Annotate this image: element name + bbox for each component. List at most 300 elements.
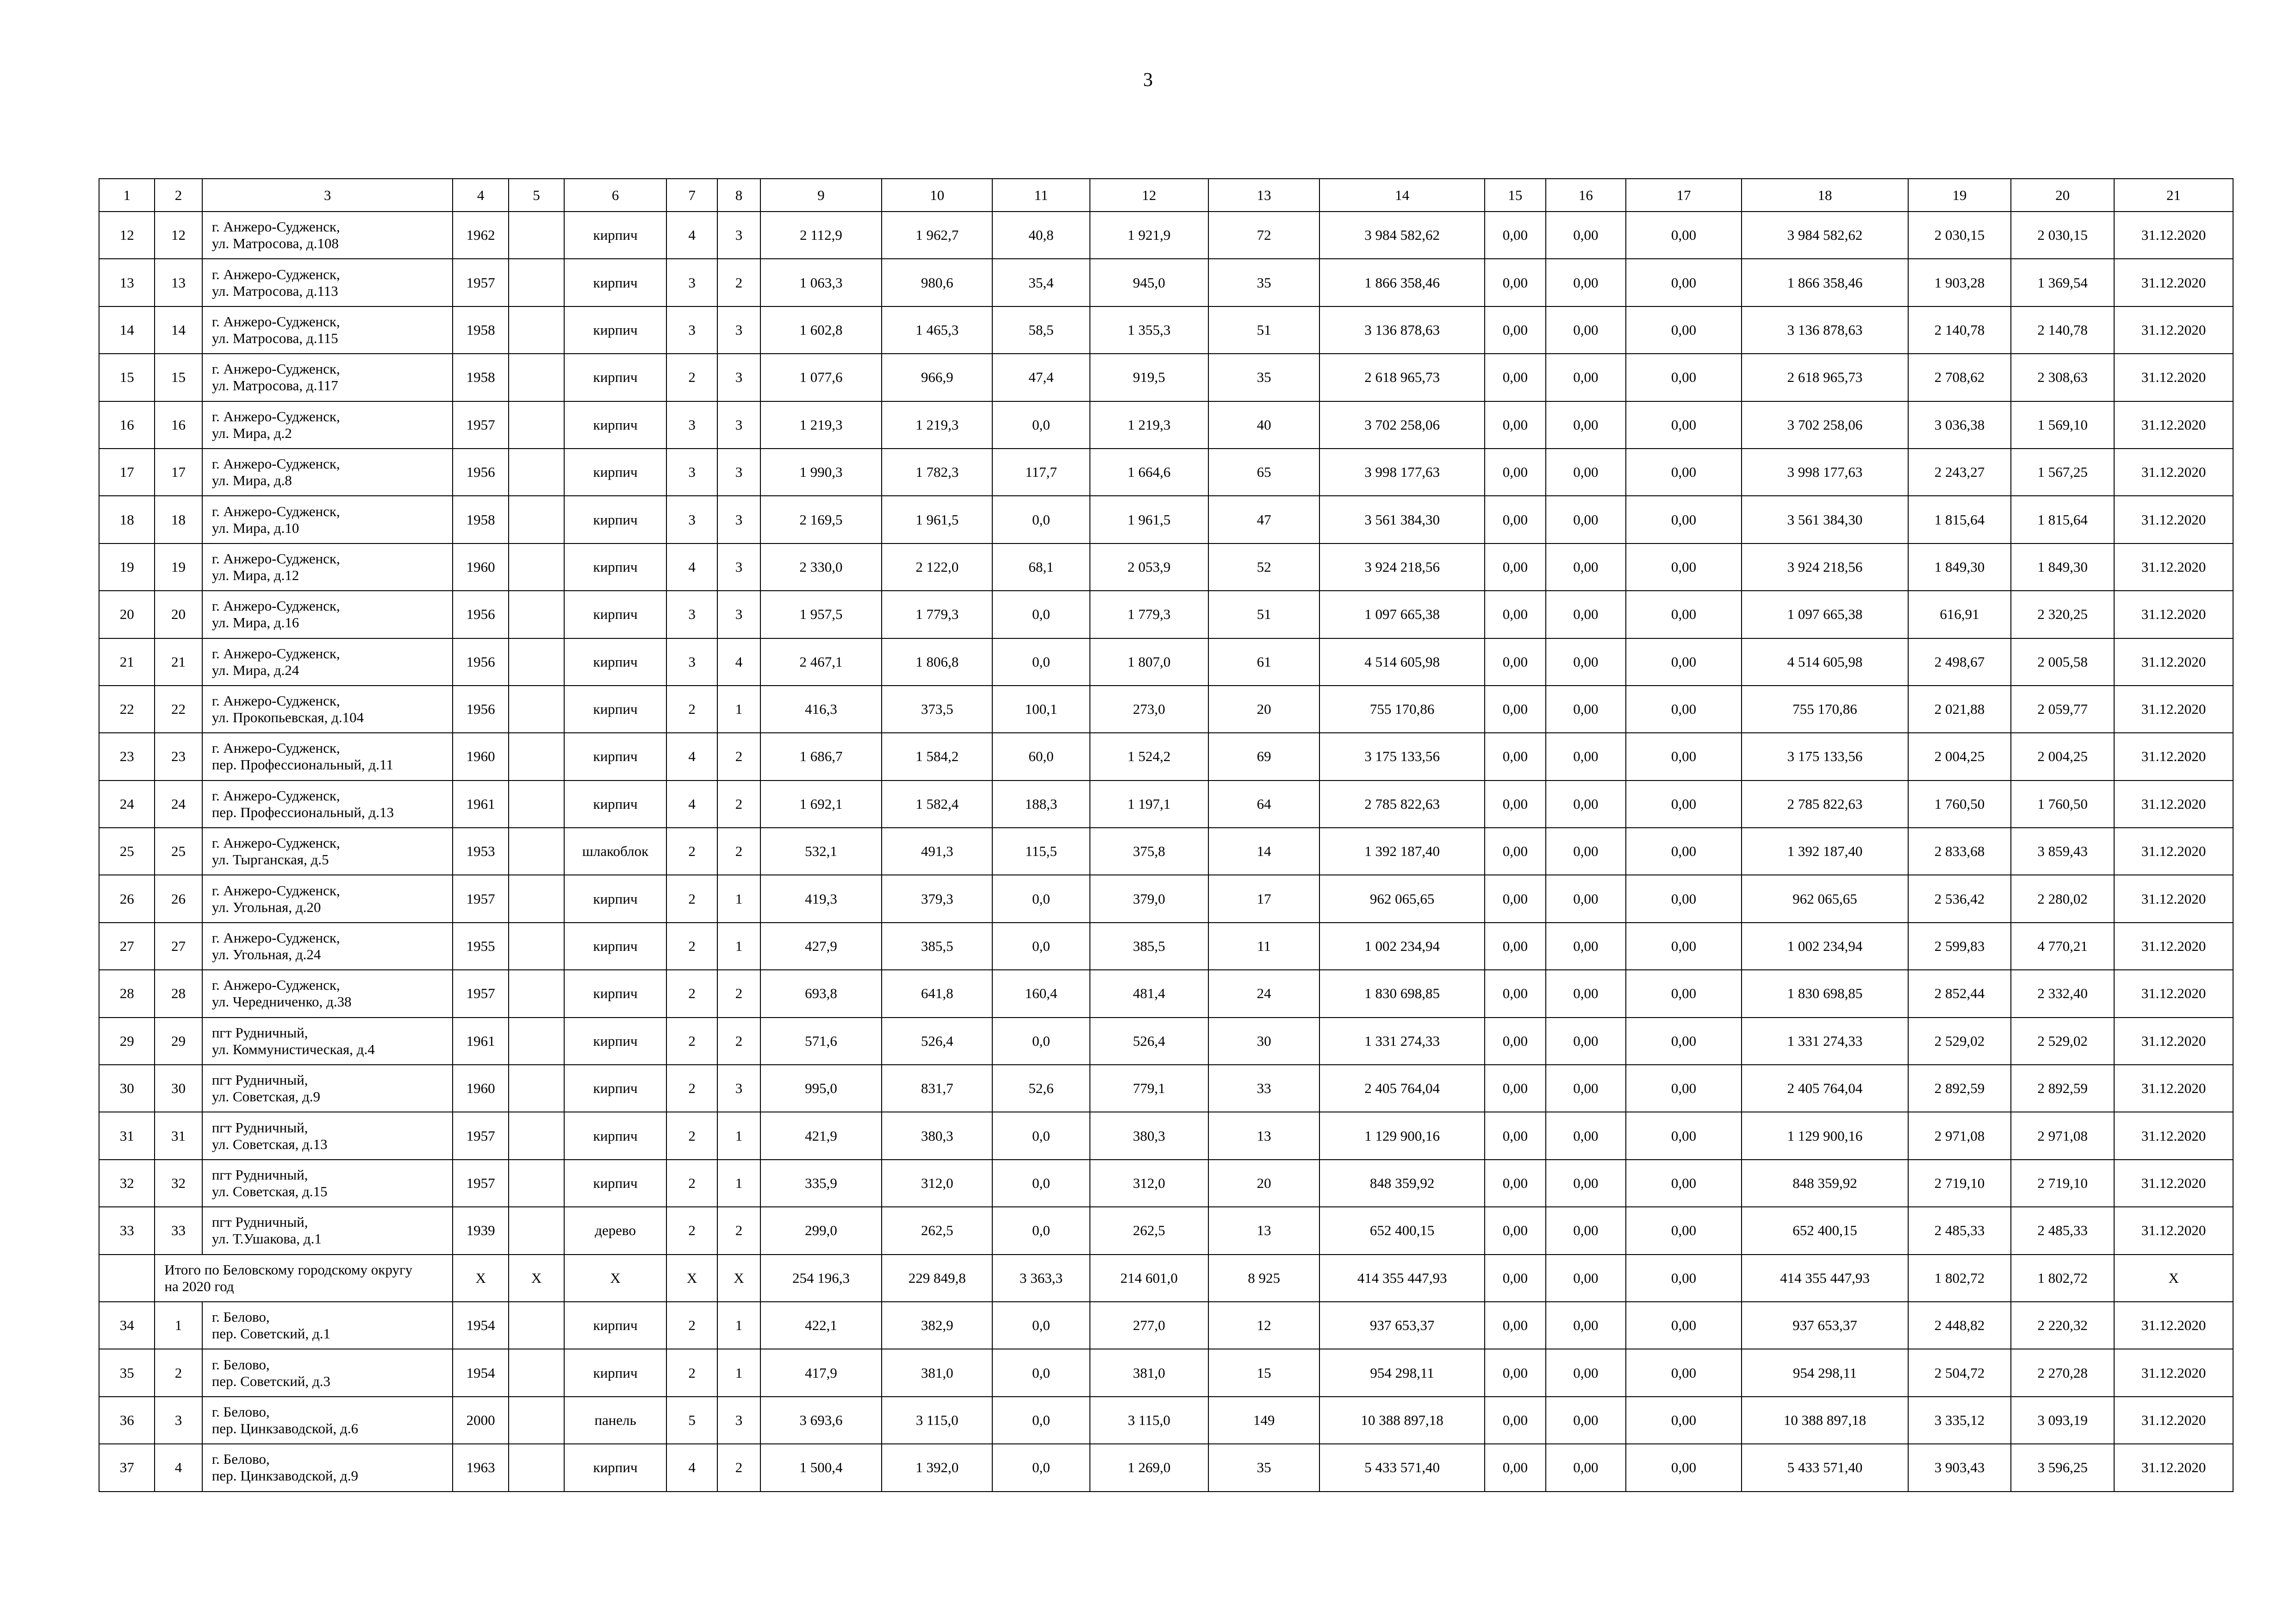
address-line: ул. Советская, д.9 [212, 1088, 321, 1105]
cell-col-8: 3 [717, 543, 760, 591]
cell-col-20: 1 569,10 [2011, 401, 2114, 449]
cell-col-9: 2 112,9 [760, 212, 882, 259]
sub-number-cell: 16 [155, 401, 202, 449]
cell-col-12: 1 524,2 [1090, 733, 1208, 780]
cell-col-7: 2 [666, 1302, 717, 1349]
cell-col-19: 3 903,43 [1908, 1444, 2011, 1491]
address-cell [202, 1397, 453, 1444]
table-row [99, 638, 2233, 686]
cell-col-8: 4 [717, 638, 760, 686]
cell-col-21: 31.12.2020 [2114, 496, 2233, 543]
cell-col-11: 0,0 [992, 1397, 1090, 1444]
cell-col-17: 0,00 [1626, 1112, 1742, 1159]
address-line: г. Анжеро-Судженск, [212, 550, 340, 567]
sub-number-cell: 17 [155, 449, 202, 496]
cell-col-7: 3 [666, 306, 717, 354]
cell-col-21: 31.12.2020 [2114, 923, 2233, 970]
cell-col-8: 3 [717, 212, 760, 259]
column-header-5: 5 [509, 179, 564, 212]
cell-col-13: 64 [1208, 781, 1320, 828]
cell-col-21: 31.12.2020 [2114, 828, 2233, 875]
cell-col-18: 1 097 665,38 [1742, 591, 1908, 638]
cell-col-4: 1954 [453, 1349, 508, 1396]
cell-col-5 [509, 1160, 564, 1207]
cell-col-19: 616,91 [1908, 591, 2011, 638]
address-cell [202, 733, 453, 780]
column-header-6: 6 [564, 179, 666, 212]
cell-col-15: 0,00 [1485, 1397, 1546, 1444]
cell-col-12: 380,3 [1090, 1112, 1208, 1159]
cell-col-16: 0,00 [1546, 1397, 1626, 1444]
cell-col-6: кирпич [564, 733, 666, 780]
cell-col-6: кирпич [564, 401, 666, 449]
cell-col-11: 3 363,3 [992, 1255, 1090, 1302]
cell-col-15: 0,00 [1485, 1444, 1546, 1491]
cell-col-7: 3 [666, 259, 717, 306]
cell-col-11: 0,0 [992, 1444, 1090, 1491]
cell-col-21: 31.12.2020 [2114, 543, 2233, 591]
cell-col-8: 2 [717, 781, 760, 828]
cell-col-4: 1956 [453, 638, 508, 686]
cell-col-14: 755 170,86 [1319, 686, 1484, 733]
cell-col-21: 31.12.2020 [2114, 591, 2233, 638]
cell-col-19: 2 892,59 [1908, 1065, 2011, 1112]
cell-col-7: 4 [666, 543, 717, 591]
table-row [99, 1302, 2233, 1349]
cell-col-21: 31.12.2020 [2114, 733, 2233, 780]
cell-col-16: 0,00 [1546, 875, 1626, 922]
cell-col-11: 40,8 [992, 212, 1090, 259]
cell-col-5 [509, 686, 564, 733]
address-line: г. Анжеро-Судженск, [212, 219, 340, 235]
address-line: ул. Матросова, д.108 [212, 235, 339, 252]
cell-col-21: 31.12.2020 [2114, 1018, 2233, 1065]
cell-col-5 [509, 306, 564, 354]
row-number-cell: 37 [99, 1444, 155, 1491]
cell-col-6: кирпич [564, 970, 666, 1017]
row-number-cell: 24 [99, 781, 155, 828]
cell-col-8: 2 [717, 970, 760, 1017]
address-line: г. Анжеро-Судженск, [212, 835, 340, 851]
cell-col-20: 2 005,58 [2011, 638, 2114, 686]
cell-col-17: 0,00 [1626, 354, 1742, 401]
address-line: г. Анжеро-Судженск, [212, 977, 340, 993]
address-line: ул. Чередниченко, д.38 [212, 993, 352, 1010]
cell-col-14: 2 785 822,63 [1319, 781, 1484, 828]
cell-col-6: кирпич [564, 1302, 666, 1349]
cell-col-8: 3 [717, 449, 760, 496]
address-cell [202, 1065, 453, 1112]
cell-col-4: 1957 [453, 1160, 508, 1207]
cell-col-6: кирпич [564, 1018, 666, 1065]
cell-col-18: 3 924 218,56 [1742, 543, 1908, 591]
row-number-cell: 26 [99, 875, 155, 922]
cell-col-5 [509, 496, 564, 543]
cell-col-10: 380,3 [882, 1112, 992, 1159]
sub-number-cell: 23 [155, 733, 202, 780]
cell-col-19: 1 903,28 [1908, 259, 2011, 306]
cell-col-17: 0,00 [1626, 1444, 1742, 1491]
table-row [99, 1160, 2233, 1207]
row-number-cell: 12 [99, 212, 155, 259]
sub-number-cell: 29 [155, 1018, 202, 1065]
cell-col-14: 652 400,15 [1319, 1207, 1484, 1254]
row-number-cell: 36 [99, 1397, 155, 1444]
cell-col-6: шлакоблок [564, 828, 666, 875]
cell-col-4: 1961 [453, 781, 508, 828]
cell-col-11: 58,5 [992, 306, 1090, 354]
cell-col-9: 693,8 [760, 970, 882, 1017]
cell-col-11: 0,0 [992, 1112, 1090, 1159]
cell-col-9: 416,3 [760, 686, 882, 733]
cell-col-19: 3 036,38 [1908, 401, 2011, 449]
table-row [99, 923, 2233, 970]
cell-col-18: 5 433 571,40 [1742, 1444, 1908, 1491]
cell-col-18: 1 866 358,46 [1742, 259, 1908, 306]
cell-col-9: 299,0 [760, 1207, 882, 1254]
cell-col-5 [509, 828, 564, 875]
cell-col-20: 2 892,59 [2011, 1065, 2114, 1112]
cell-col-21: 31.12.2020 [2114, 1349, 2233, 1396]
address-line: пгт Рудничный, [212, 1072, 308, 1088]
cell-col-18: 3 561 384,30 [1742, 496, 1908, 543]
address-line: пер. Советский, д.3 [212, 1373, 330, 1389]
column-header-1: 1 [99, 179, 155, 212]
cell-col-4: 1954 [453, 1302, 508, 1349]
cell-col-10: 1 392,0 [882, 1444, 992, 1491]
address-line: пер. Профессиональный, д.11 [212, 756, 393, 773]
cell-col-15: 0,00 [1485, 828, 1546, 875]
cell-col-7: 3 [666, 401, 717, 449]
row-number-cell [99, 1255, 155, 1302]
cell-col-19: 2 243,27 [1908, 449, 2011, 496]
cell-col-11: 117,7 [992, 449, 1090, 496]
cell-col-10: 1 219,3 [882, 401, 992, 449]
cell-col-12: 945,0 [1090, 259, 1208, 306]
cell-col-9: 3 693,6 [760, 1397, 882, 1444]
address-line: ул. Мира, д.8 [212, 472, 292, 489]
cell-col-17: 0,00 [1626, 1207, 1742, 1254]
cell-col-14: 2 405 764,04 [1319, 1065, 1484, 1112]
cell-col-10: 1 582,4 [882, 781, 992, 828]
cell-col-10: 379,3 [882, 875, 992, 922]
cell-col-21: 31.12.2020 [2114, 1065, 2233, 1112]
cell-col-19: 2 498,67 [1908, 638, 2011, 686]
cell-col-11: 188,3 [992, 781, 1090, 828]
cell-col-20: 2 971,08 [2011, 1112, 2114, 1159]
cell-col-11: 0,0 [992, 1302, 1090, 1349]
cell-col-13: 20 [1208, 1160, 1320, 1207]
address-line: ул. Мира, д.10 [212, 519, 299, 536]
cell-col-11: 0,0 [992, 1349, 1090, 1396]
cell-col-16: 0,00 [1546, 1018, 1626, 1065]
cell-col-5 [509, 591, 564, 638]
cell-col-15: 0,00 [1485, 354, 1546, 401]
sub-number-cell: 22 [155, 686, 202, 733]
cell-col-8: 3 [717, 306, 760, 354]
address-cell [202, 259, 453, 306]
cell-col-13: 52 [1208, 543, 1320, 591]
cell-col-13: 35 [1208, 1444, 1320, 1491]
address-cell [202, 923, 453, 970]
cell-col-10: 1 782,3 [882, 449, 992, 496]
cell-col-8: 3 [717, 1397, 760, 1444]
cell-col-6: кирпич [564, 496, 666, 543]
sub-number-cell: 26 [155, 875, 202, 922]
cell-col-4: 1957 [453, 970, 508, 1017]
cell-col-6: кирпич [564, 638, 666, 686]
total-row [99, 1255, 2233, 1302]
cell-col-14: 3 702 258,06 [1319, 401, 1484, 449]
cell-col-11: 160,4 [992, 970, 1090, 1017]
cell-col-12: 1 779,3 [1090, 591, 1208, 638]
address-line: г. Анжеро-Судженск, [212, 693, 340, 709]
cell-col-8: 1 [717, 1160, 760, 1207]
cell-col-10: 1 779,3 [882, 591, 992, 638]
cell-col-18: 1 830 698,85 [1742, 970, 1908, 1017]
cell-col-13: 12 [1208, 1302, 1320, 1349]
cell-col-21: 31.12.2020 [2114, 1160, 2233, 1207]
cell-col-8: 2 [717, 1018, 760, 1065]
cell-col-20: 1 760,50 [2011, 781, 2114, 828]
cell-col-19: 2 448,82 [1908, 1302, 2011, 1349]
cell-col-12: 1 921,9 [1090, 212, 1208, 259]
cell-col-11: 0,0 [992, 1207, 1090, 1254]
address-line: ул. Советская, д.15 [212, 1183, 328, 1199]
cell-col-5 [509, 970, 564, 1017]
cell-col-14: 2 618 965,73 [1319, 354, 1484, 401]
table-row [99, 1397, 2233, 1444]
cell-col-19: 3 335,12 [1908, 1397, 2011, 1444]
address-line: ул. Матросова, д.117 [212, 377, 338, 394]
cell-col-12: 262,5 [1090, 1207, 1208, 1254]
address-line: г. Белово, [212, 1356, 270, 1373]
row-number-cell: 31 [99, 1112, 155, 1159]
address-cell [202, 1207, 453, 1254]
cell-col-17: 0,00 [1626, 828, 1742, 875]
total-label-line: на 2020 год [164, 1278, 234, 1294]
column-header-11: 11 [992, 179, 1090, 212]
cell-col-9: 417,9 [760, 1349, 882, 1396]
address-line: пгт Рудничный, [212, 1119, 308, 1136]
table-row [99, 543, 2233, 591]
cell-col-10: 641,8 [882, 970, 992, 1017]
cell-col-15: 0,00 [1485, 781, 1546, 828]
cell-col-5 [509, 212, 564, 259]
row-number-cell: 17 [99, 449, 155, 496]
cell-col-10: 1 962,7 [882, 212, 992, 259]
cell-col-12: 1 961,5 [1090, 496, 1208, 543]
cell-col-10: 1 465,3 [882, 306, 992, 354]
cell-col-4: 1960 [453, 543, 508, 591]
cell-col-10: 2 122,0 [882, 543, 992, 591]
cell-col-17: 0,00 [1626, 638, 1742, 686]
cell-col-4: 1956 [453, 686, 508, 733]
cell-col-13: 35 [1208, 259, 1320, 306]
address-cell [202, 1160, 453, 1207]
cell-col-21: 31.12.2020 [2114, 686, 2233, 733]
address-line: г. Анжеро-Судженск, [212, 361, 340, 377]
cell-col-7: 4 [666, 781, 717, 828]
cell-col-14: 954 298,11 [1319, 1349, 1484, 1396]
cell-col-9: 1 692,1 [760, 781, 882, 828]
cell-col-20: 1 802,72 [2011, 1255, 2114, 1302]
cell-col-13: 13 [1208, 1112, 1320, 1159]
cell-col-15: 0,00 [1485, 1065, 1546, 1112]
cell-col-18: 3 136 878,63 [1742, 306, 1908, 354]
column-header-18: 18 [1742, 179, 1908, 212]
address-cell [202, 496, 453, 543]
cell-col-4: X [453, 1255, 508, 1302]
sub-number-cell: 21 [155, 638, 202, 686]
cell-col-7: 4 [666, 733, 717, 780]
cell-col-20: 1 369,54 [2011, 259, 2114, 306]
cell-col-9: 421,9 [760, 1112, 882, 1159]
cell-col-20: 3 093,19 [2011, 1397, 2114, 1444]
cell-col-15: 0,00 [1485, 259, 1546, 306]
cell-col-10: 382,9 [882, 1302, 992, 1349]
cell-col-17: 0,00 [1626, 1397, 1742, 1444]
address-line: г. Белово, [212, 1451, 270, 1468]
cell-col-16: 0,00 [1546, 1207, 1626, 1254]
cell-col-15: 0,00 [1485, 1349, 1546, 1396]
cell-col-8: 3 [717, 354, 760, 401]
cell-col-8: X [717, 1255, 760, 1302]
cell-col-7: 2 [666, 1018, 717, 1065]
cell-col-14: 937 653,37 [1319, 1302, 1484, 1349]
table-row [99, 1065, 2233, 1112]
cell-col-21: 31.12.2020 [2114, 354, 2233, 401]
cell-col-14: 3 998 177,63 [1319, 449, 1484, 496]
cell-col-10: 1 961,5 [882, 496, 992, 543]
column-header-13: 13 [1208, 179, 1320, 212]
sub-number-cell: 19 [155, 543, 202, 591]
cell-col-7: 2 [666, 1207, 717, 1254]
sub-number-cell: 14 [155, 306, 202, 354]
cell-col-4: 1960 [453, 1065, 508, 1112]
cell-col-16: 0,00 [1546, 449, 1626, 496]
cell-col-13: 13 [1208, 1207, 1320, 1254]
cell-col-11: 0,0 [992, 875, 1090, 922]
address-line: г. Анжеро-Судженск, [212, 882, 340, 899]
address-line: г. Анжеро-Судженск, [212, 266, 340, 282]
cell-col-9: 1 957,5 [760, 591, 882, 638]
cell-col-20: 2 030,15 [2011, 212, 2114, 259]
cell-col-12: 1 197,1 [1090, 781, 1208, 828]
cell-col-6: кирпич [564, 259, 666, 306]
cell-col-4: 1958 [453, 306, 508, 354]
cell-col-12: 214 601,0 [1090, 1255, 1208, 1302]
cell-col-5 [509, 1397, 564, 1444]
cell-col-18: 652 400,15 [1742, 1207, 1908, 1254]
cell-col-19: 2 708,62 [1908, 354, 2011, 401]
cell-col-17: 0,00 [1626, 212, 1742, 259]
address-cell [202, 781, 453, 828]
sub-number-cell: 12 [155, 212, 202, 259]
address-line: ул. Мира, д.12 [212, 567, 299, 583]
cell-col-11: 0,0 [992, 1018, 1090, 1065]
column-header-2: 2 [155, 179, 202, 212]
table-row [99, 401, 2233, 449]
cell-col-14: 1 097 665,38 [1319, 591, 1484, 638]
cell-col-19: 1 815,64 [1908, 496, 2011, 543]
address-line: пер. Цинкзаводской, д.6 [212, 1420, 358, 1437]
cell-col-7: 2 [666, 1112, 717, 1159]
cell-col-6: кирпич [564, 543, 666, 591]
cell-col-12: 375,8 [1090, 828, 1208, 875]
cell-col-17: 0,00 [1626, 970, 1742, 1017]
column-header-9: 9 [760, 179, 882, 212]
cell-col-7: 2 [666, 970, 717, 1017]
cell-col-4: 1955 [453, 923, 508, 970]
cell-col-17: 0,00 [1626, 686, 1742, 733]
cell-col-15: 0,00 [1485, 543, 1546, 591]
cell-col-14: 3 924 218,56 [1319, 543, 1484, 591]
cell-col-7: 2 [666, 875, 717, 922]
cell-col-12: 526,4 [1090, 1018, 1208, 1065]
cell-col-17: 0,00 [1626, 923, 1742, 970]
cell-col-15: 0,00 [1485, 875, 1546, 922]
cell-col-8: 3 [717, 1065, 760, 1112]
cell-col-8: 2 [717, 259, 760, 306]
address-line: ул. Угольная, д.24 [212, 946, 321, 963]
cell-col-12: 1 664,6 [1090, 449, 1208, 496]
cell-col-6: кирпич [564, 1112, 666, 1159]
cell-col-17: 0,00 [1626, 591, 1742, 638]
cell-col-7: 2 [666, 923, 717, 970]
cell-col-18: 755 170,86 [1742, 686, 1908, 733]
cell-col-5 [509, 401, 564, 449]
sub-number-cell: 25 [155, 828, 202, 875]
cell-col-16: 0,00 [1546, 1255, 1626, 1302]
cell-col-16: 0,00 [1546, 781, 1626, 828]
cell-col-5 [509, 1112, 564, 1159]
cell-col-15: 0,00 [1485, 970, 1546, 1017]
cell-col-15: 0,00 [1485, 591, 1546, 638]
cell-col-20: 2 280,02 [2011, 875, 2114, 922]
table-row [99, 259, 2233, 306]
cell-col-18: 3 702 258,06 [1742, 401, 1908, 449]
cell-col-10: 966,9 [882, 354, 992, 401]
cell-col-16: 0,00 [1546, 970, 1626, 1017]
table-row [99, 1112, 2233, 1159]
cell-col-14: 1 866 358,46 [1319, 259, 1484, 306]
address-cell [202, 1444, 453, 1491]
cell-col-5 [509, 1018, 564, 1065]
cell-col-20: 3 596,25 [2011, 1444, 2114, 1491]
table-row [99, 828, 2233, 875]
cell-col-10: 526,4 [882, 1018, 992, 1065]
cell-col-8: 3 [717, 591, 760, 638]
cell-col-5 [509, 733, 564, 780]
cell-col-17: 0,00 [1626, 306, 1742, 354]
column-header-15: 15 [1485, 179, 1546, 212]
table-row [99, 781, 2233, 828]
sub-number-cell: 20 [155, 591, 202, 638]
cell-col-13: 51 [1208, 306, 1320, 354]
cell-col-12: 1 219,3 [1090, 401, 1208, 449]
cell-col-9: 2 467,1 [760, 638, 882, 686]
cell-col-13: 17 [1208, 875, 1320, 922]
cell-col-6: кирпич [564, 1160, 666, 1207]
cell-col-10: 980,6 [882, 259, 992, 306]
cell-col-18: 10 388 897,18 [1742, 1397, 1908, 1444]
address-cell [202, 1018, 453, 1065]
cell-col-16: 0,00 [1546, 1160, 1626, 1207]
address-cell [202, 212, 453, 259]
cell-col-7: 2 [666, 1065, 717, 1112]
table-row [99, 686, 2233, 733]
